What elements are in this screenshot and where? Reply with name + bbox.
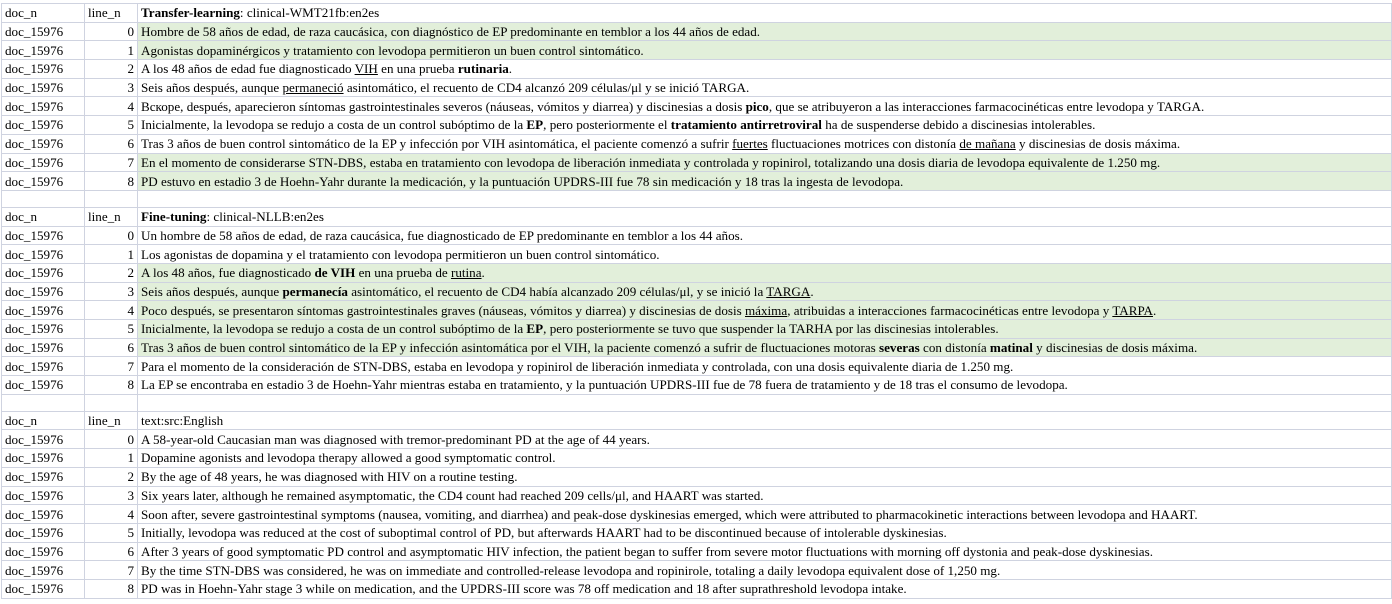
sentence-cell [138,561,1392,580]
table-row [2,226,1392,245]
sentence-text: Tras 3 años de buen control sintomático de la EP y infección por VIH asintomática, el paciente comenzó a sufrir [141,136,733,152]
line-number-cell: 1 [85,41,138,60]
sentence-cell [138,153,1392,172]
section-header-row [2,411,1392,430]
line-number-cell: 1 [85,245,138,264]
sentence-text: En el momento de considerarse STN-DBS, estaba en tratamiento con levodopa de liberación inmediata y controlada y ropinirol, totalizando una dosis diaria de levodopa equivalente de 1.250 mg. [141,154,1161,170]
sentence-text: fluctuaciones motrices con distonía [767,136,960,152]
doc-id-cell: doc_15976 [2,226,85,245]
sentence-text: ha de suspenderse debido a discinesias intolerables. [821,117,1096,133]
table-row [2,357,1392,376]
table-row [2,338,1392,357]
table-row [2,376,1392,395]
comparison-table [1,3,1392,599]
sentence-text: After 3 years of good symptomatic PD control and asymptomatic HIV infection, the patient began to suffer from severe motor fluctuations with morning off dystonia and peak-dose dyskinesias. [141,543,1153,559]
table-body [2,4,1392,599]
table-row [2,579,1392,598]
spacer-cell [138,394,1392,411]
line-number-cell: 1 [85,449,138,468]
spacer-cell [2,394,85,411]
section-header-row [2,207,1392,226]
sentence-text: en una prueba de [355,265,451,281]
sentence-text: y discinesias de dosis máxima. [1032,340,1198,356]
doc-id-cell: doc_15976 [2,523,85,542]
sentence-text: La EP se encontraba en estadio 3 de Hoehn-Yahr mientras estaba en tratamiento, y la puntuación UPDRS-III fue de 78 fuera de tratamiento y de 18 tras el consumo de levodopa. [141,377,1068,393]
section-title-rest: : clinical-WMT21fb:en2es [239,5,380,21]
bold-term: permanecía [282,283,348,299]
spacer-cell [85,190,138,207]
sentence-cell [138,430,1392,449]
table-row [2,561,1392,580]
table-row [2,282,1392,301]
section-title-rest: text:src:English [141,413,224,429]
line-number-cell: 5 [85,523,138,542]
line-number-cell: 0 [85,226,138,245]
sentence-cell [138,486,1392,505]
sentence-text: Six years later, although he remained asymptomatic, the CD4 count had reached 209 cells/μl, and HAART was started. [141,487,764,503]
sentence-text: y discinesias de dosis máxima. [1015,136,1181,152]
sentence-cell [138,282,1392,301]
sentence-cell [138,357,1392,376]
table-row [2,172,1392,191]
doc-id-cell: doc_15976 [2,486,85,505]
doc-id-cell: doc_15976 [2,301,85,320]
doc-id-cell: doc_15976 [2,172,85,191]
line-number-cell: 6 [85,542,138,561]
sentence-cell [138,41,1392,60]
line-number-cell: 8 [85,376,138,395]
table-row [2,245,1392,264]
sentence-text: Inicialmente, la levodopa se redujo a costa de un control subóptimo de la [141,321,527,337]
line-number-cell: 7 [85,153,138,172]
underlined-term: rutina [450,265,482,281]
header-line-n: line_n [85,4,138,23]
table-row [2,134,1392,153]
doc-id-cell: doc_15976 [2,561,85,580]
table-row [2,263,1392,282]
line-number-cell: 0 [85,22,138,41]
doc-id-cell: doc_15976 [2,134,85,153]
sentence-text: Los agonistas de dopamina y el tratamiento con levodopa permitieron un buen control sintomático. [141,246,660,262]
sentence-text: Un hombre de 58 años de edad, de raza caucásica, fue diagnosticado de EP predominante en temblor a los 44 años. [141,227,743,243]
sentence-text: , pero posteriormente el [543,117,671,133]
table-row [2,320,1392,339]
table-row [2,486,1392,505]
sentence-text: Soon after, severe gastrointestinal symptoms (nausea, vomiting, and diarrhea) and peak-dose dyskinesias emerged, which were attributed to pharmacokinetic interactions between levodopa and HAART. [141,506,1198,522]
sentence-text: con distonía [919,340,990,356]
table-row [2,60,1392,79]
line-number-cell: 4 [85,97,138,116]
line-number-cell: 2 [85,263,138,282]
spacer-row [2,190,1392,207]
section-title-bold: Transfer-learning [141,5,240,21]
doc-id-cell: doc_15976 [2,338,85,357]
sentence-cell [138,60,1392,79]
sentence-text: asintomático, el recuento de CD4 alcanzó 209 células/μl y se inició TARGA. [343,80,750,96]
sentence-text: . [508,61,513,77]
section-title-rest: : clinical-NLLB:en2es [206,209,324,225]
sentence-text: By the age of 48 years, he was diagnosed with HIV on a routine testing. [141,469,518,485]
spacer-cell [85,394,138,411]
sentence-text: Agonistas dopaminérgicos y tratamiento con levodopa permitieron un buen control sintomático. [141,42,644,58]
sentence-cell [138,116,1392,135]
sentence-cell [138,172,1392,191]
sentence-text: Вскоре, después, aparecieron síntomas gastrointestinales severos (náuseas, vómitos y diarrea) y discinesias a dosis [141,98,746,114]
section-title-bold: Fine-tuning [141,209,207,225]
bold-term: severas [879,340,920,356]
line-number-cell: 4 [85,301,138,320]
table-row [2,78,1392,97]
spacer-cell [2,190,85,207]
sentence-text: . [1153,302,1157,318]
sentence-cell [138,78,1392,97]
doc-id-cell: doc_15976 [2,116,85,135]
line-number-cell: 7 [85,561,138,580]
header-doc-n: doc_n [2,411,85,430]
line-number-cell: 4 [85,505,138,524]
line-number-cell: 7 [85,357,138,376]
sentence-text: Poco después, se presentaron síntomas gastrointestinales graves (náuseas, vómitos y diarrea) y discinesias de dosis [141,302,745,318]
section-title [138,4,1392,23]
table-row [2,449,1392,468]
doc-id-cell: doc_15976 [2,430,85,449]
bold-term: de VIH [314,265,356,281]
line-number-cell: 3 [85,486,138,505]
table-row [2,41,1392,60]
doc-id-cell: doc_15976 [2,357,85,376]
spacer-cell [138,190,1392,207]
line-number-cell: 0 [85,430,138,449]
table-row [2,523,1392,542]
sentence-cell [138,245,1392,264]
table-row [2,301,1392,320]
doc-id-cell: doc_15976 [2,320,85,339]
sentence-cell [138,320,1392,339]
header-line-n: line_n [85,411,138,430]
line-number-cell: 8 [85,579,138,598]
bold-term: pico [745,98,769,114]
sentence-cell [138,376,1392,395]
sentence-cell [138,579,1392,598]
sentence-text: , que se atribuyeron a las interacciones farmacocinéticas entre levodopa y TARGA. [768,98,1205,114]
sentence-cell [138,226,1392,245]
bold-term: EP [526,321,544,337]
doc-id-cell: doc_15976 [2,78,85,97]
sentence-text: , pero posteriormente se tuvo que suspender la TARHA por las discinesias intolerables. [543,321,999,337]
table-row [2,430,1392,449]
sentence-text: A 58-year-old Caucasian man was diagnosed with tremor-predominant PD at the age of 44 years. [141,431,650,447]
bold-term: EP [526,117,544,133]
section-header-row [2,4,1392,23]
sentence-cell [138,134,1392,153]
sentence-text: Hombre de 58 años de edad, de raza caucásica, con diagnóstico de EP predominante en temblor a los 44 años de edad. [141,24,761,40]
doc-id-cell: doc_15976 [2,97,85,116]
sentence-cell [138,523,1392,542]
underlined-term: de mañana [959,136,1016,152]
sentence-text: A los 48 años, fue diagnosticado [141,265,315,281]
line-number-cell: 3 [85,282,138,301]
sentence-text: en una prueba [377,61,458,77]
sentence-text: Seis años después, aunque [141,283,283,299]
doc-id-cell: doc_15976 [2,60,85,79]
sentence-text: Initially, levodopa was reduced at the cost of suboptimal control of PD, but afterwards HAART had to be discontinued because of intolerable dyskinesias. [141,525,947,541]
table-row [2,22,1392,41]
header-doc-n: doc_n [2,207,85,226]
sentence-text: By the time STN-DBS was considered, he was on immediate and controlled-release levodopa and ropinirole, totaling a daily levodopa equivalent dose of 1,250 mg. [141,562,1001,578]
doc-id-cell: doc_15976 [2,41,85,60]
bold-term: matinal [989,340,1033,356]
sentence-text: PD estuvo en estadio 3 de Hoehn-Yahr durante la medicación, y la puntuación UPDRS-III fue 78 sin medicación y 18 tras la ingesta de levodopa. [141,173,904,189]
sentence-cell [138,263,1392,282]
underlined-term: permaneció [282,80,344,96]
line-number-cell: 3 [85,78,138,97]
line-number-cell: 6 [85,134,138,153]
bold-term: rutinaria [457,61,509,77]
bold-term: tratamiento antirretroviral [670,117,822,133]
doc-id-cell: doc_15976 [2,505,85,524]
line-number-cell: 5 [85,116,138,135]
sentence-cell [138,22,1392,41]
doc-id-cell: doc_15976 [2,22,85,41]
sentence-text: Tras 3 años de buen control sintomático de la EP y infección asintomática por el VIH, la paciente comenzó a sufrir de fluctuaciones motoras [141,340,879,356]
sentence-cell [138,542,1392,561]
table-row [2,116,1392,135]
sentence-text: Seis años después, aunque [141,80,283,96]
underlined-term: máxima [745,302,788,318]
table-row [2,505,1392,524]
doc-id-cell: doc_15976 [2,263,85,282]
doc-id-cell: doc_15976 [2,542,85,561]
sentence-cell [138,505,1392,524]
line-number-cell: 2 [85,60,138,79]
line-number-cell: 5 [85,320,138,339]
sentence-text: Inicialmente, la levodopa se redujo a costa de un control subóptimo de la [141,117,527,133]
line-number-cell: 2 [85,467,138,486]
doc-id-cell: doc_15976 [2,449,85,468]
sentence-text: . [810,283,814,299]
line-number-cell: 6 [85,338,138,357]
sentence-cell [138,338,1392,357]
table-row [2,467,1392,486]
header-doc-n: doc_n [2,4,85,23]
doc-id-cell: doc_15976 [2,376,85,395]
sentence-text: . [481,265,485,281]
doc-id-cell: doc_15976 [2,245,85,264]
line-number-cell: 8 [85,172,138,191]
table-row [2,97,1392,116]
sentence-text: asintomático, el recuento de CD4 había alcanzado 209 células/μl, y se inició la [347,283,767,299]
doc-id-cell: doc_15976 [2,153,85,172]
underlined-term: TARPA [1112,302,1154,318]
sentence-text: PD was in Hoehn-Yahr stage 3 while on medication, and the UPDRS-III score was 78 off medication and 18 after suprathreshold levodopa intake. [141,581,907,597]
spacer-row [2,394,1392,411]
sentence-cell [138,467,1392,486]
sentence-text: Dopamine agonists and levodopa therapy allowed a good symptomatic control. [141,450,556,466]
section-title [138,411,1392,430]
table-row [2,153,1392,172]
table-row [2,542,1392,561]
underlined-term: TARGA [766,283,811,299]
header-line-n: line_n [85,207,138,226]
section-title [138,207,1392,226]
underlined-term: VIH [354,61,378,77]
sentence-cell [138,97,1392,116]
sentence-cell [138,301,1392,320]
sentence-cell [138,449,1392,468]
sentence-text: A los 48 años de edad fue diagnosticado [141,61,355,77]
doc-id-cell: doc_15976 [2,579,85,598]
sentence-text: , atribuidas a interacciones farmacocinéticas entre levodopa y [787,302,1113,318]
doc-id-cell: doc_15976 [2,282,85,301]
doc-id-cell: doc_15976 [2,467,85,486]
sentence-text: Para el momento de la consideración de STN-DBS, estaba en levodopa y ropinirol de liberación inmediata y controlada, con una dosis equivalente diaria de 1.250 mg. [141,358,1014,374]
underlined-term: fuertes [732,136,768,152]
